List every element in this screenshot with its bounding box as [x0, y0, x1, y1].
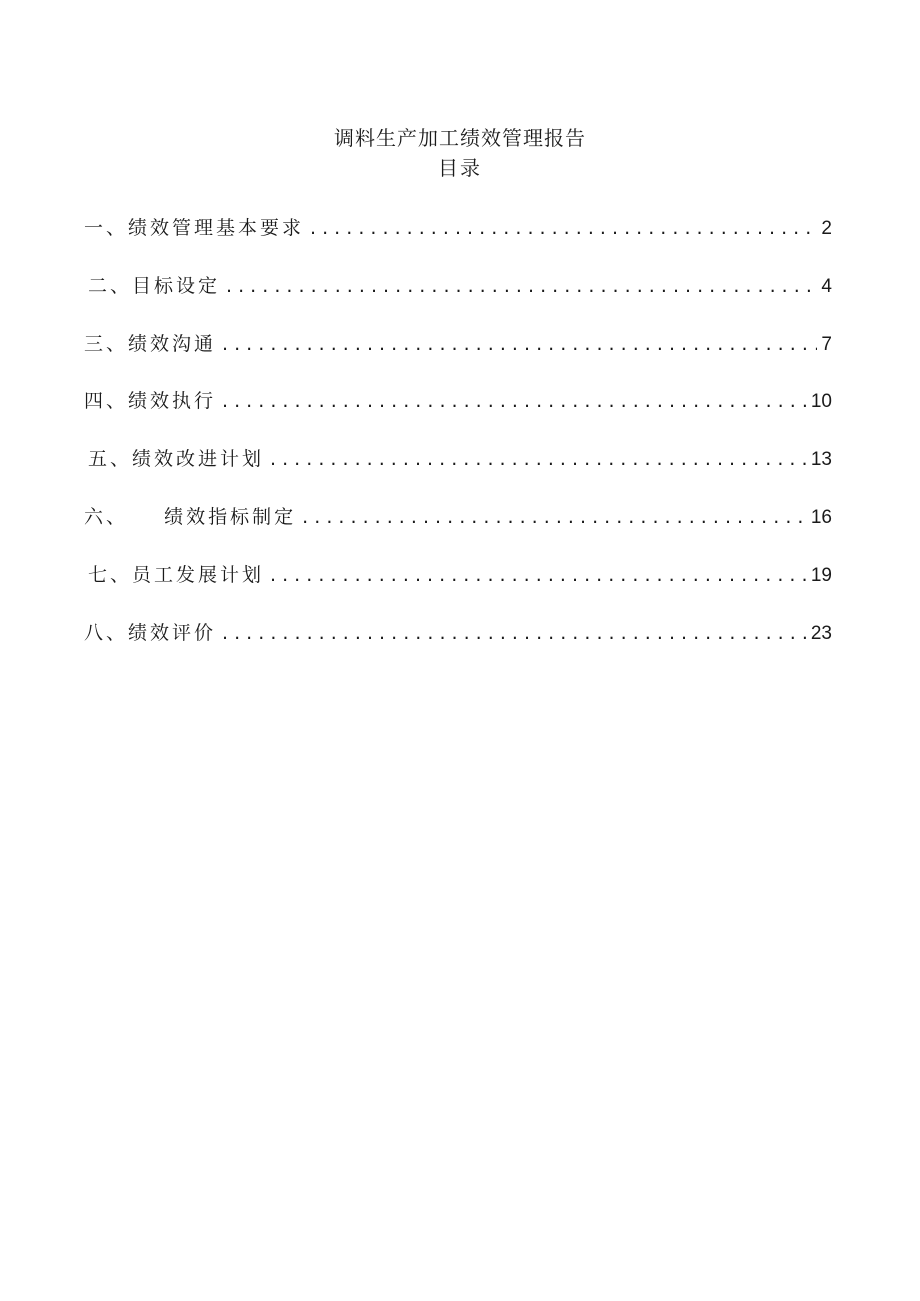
toc-entry[interactable]: [84, 618, 832, 676]
toc-entry-page: 4: [821, 275, 832, 297]
toc-leader-dots: [270, 564, 807, 586]
toc-entry-label: 七、员工发展计划: [88, 563, 265, 586]
toc-leader-dots: [226, 275, 817, 297]
toc-entry[interactable]: [84, 444, 832, 502]
toc-entry-label: 二、目标设定: [88, 274, 221, 297]
toc-leader-dots: [310, 217, 817, 239]
toc-entry[interactable]: [84, 560, 832, 618]
document-title: 调料生产加工绩效管理报告: [334, 126, 586, 150]
toc-entry-page: 16: [810, 506, 832, 528]
toc-entry-page: 10: [810, 391, 832, 413]
toc-leader-dots: [222, 333, 817, 355]
toc-entry-page: 23: [810, 622, 832, 644]
toc-entry-page: 7: [821, 333, 832, 355]
toc-entry[interactable]: [84, 329, 832, 387]
toc-entry-label: 一、绩效管理基本要求: [84, 217, 305, 239]
toc-entry-label: 八、绩效评价: [84, 621, 217, 644]
toc-entry[interactable]: [84, 271, 832, 329]
toc-entry-label: 四、绩效执行: [84, 390, 217, 413]
toc-entry-page: 2: [821, 218, 832, 239]
toc-entry[interactable]: [84, 213, 832, 271]
toc-leader-dots: [222, 390, 807, 412]
toc-entry-page: 13: [810, 449, 832, 471]
toc-entry-label: 六、 绩效指标制定: [84, 505, 297, 528]
toc-entry[interactable]: [84, 502, 832, 560]
toc-entry-label: 三、绩效沟通: [84, 332, 217, 355]
toc-leader-dots: [270, 448, 807, 470]
toc-leader-dots: [222, 622, 807, 644]
toc-entry[interactable]: [84, 386, 832, 444]
toc-entry-page: 19: [810, 564, 832, 586]
toc-heading: 目录: [438, 156, 482, 180]
table-of-contents: [84, 213, 832, 675]
toc-leader-dots: [302, 506, 807, 528]
toc-entry-label: 五、绩效改进计划: [88, 448, 265, 471]
